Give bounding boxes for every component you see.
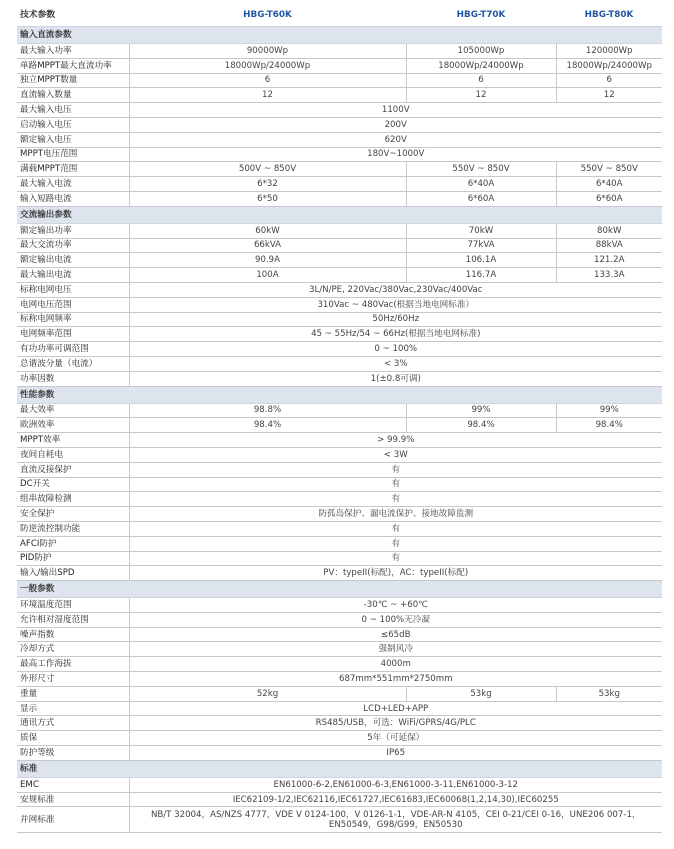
spec-value: 98.4% <box>556 418 662 433</box>
spec-label: 显示 <box>17 701 129 716</box>
model-name: HBG-T60K <box>243 10 292 20</box>
spec-label: 标称电网频率 <box>17 312 129 327</box>
model-name: HBG-T80K <box>584 10 634 20</box>
section-title: 交流输出参数 <box>17 206 662 223</box>
spec-row <box>17 521 662 536</box>
spec-value-merged: 3L/N/PE, 220Vac/380Vac,230Vac/400Vac <box>129 282 662 297</box>
model-name: HBG-T70K <box>456 10 506 20</box>
spec-value: 500V ~ 850V <box>129 162 406 177</box>
spec-label: 并网标准 <box>17 807 129 833</box>
header-row <box>17 4 662 27</box>
spec-label: 环境温度范围 <box>17 598 129 613</box>
spec-value-merged: ≤65dB <box>129 627 662 642</box>
spec-value: 6 <box>406 73 556 88</box>
spec-label: 有功功率可调范围 <box>17 342 129 357</box>
spec-label: 最高工作海拔 <box>17 657 129 672</box>
spec-value: 90.9A <box>129 253 406 268</box>
section-header-row <box>17 206 662 223</box>
spec-label: 额定输入电压 <box>17 132 129 147</box>
spec-row <box>17 418 662 433</box>
spec-label: MPPT效率 <box>17 433 129 448</box>
spec-row <box>17 777 662 792</box>
spec-value-merged: > 99.9% <box>129 433 662 448</box>
spec-value: 133.3A <box>556 268 662 283</box>
spec-value: 70kW <box>406 223 556 238</box>
section-title: 输入直流参数 <box>17 27 662 44</box>
spec-row <box>17 223 662 238</box>
spec-row <box>17 507 662 522</box>
spec-label: PID防护 <box>17 551 129 566</box>
spec-value-merged: RS485/USB，可选：WiFi/GPRS/4G/PLC <box>129 716 662 731</box>
spec-row <box>17 44 662 59</box>
spec-value: 550V ~ 850V <box>556 162 662 177</box>
spec-row <box>17 342 662 357</box>
spec-value-merged: 620V <box>129 132 662 147</box>
spec-value-merged: -30℃ ~ +60℃ <box>129 598 662 613</box>
spec-row <box>17 731 662 746</box>
spec-label: DC开关 <box>17 477 129 492</box>
spec-row <box>17 627 662 642</box>
spec-row <box>17 642 662 657</box>
spec-value-merged: 1100V <box>129 103 662 118</box>
spec-row <box>17 701 662 716</box>
spec-row <box>17 58 662 73</box>
spec-label: 功率因数 <box>17 371 129 386</box>
spec-row <box>17 403 662 418</box>
spec-row <box>17 807 662 833</box>
spec-row <box>17 73 662 88</box>
spec-value-merged: EN61000-6-2,EN61000-6-3,EN61000-3-11,EN61000-3-12 <box>129 777 662 792</box>
spec-value-merged: < 3W <box>129 447 662 462</box>
spec-label: 额定输出电流 <box>17 253 129 268</box>
spec-value: 18000Wp/24000Wp <box>556 58 662 73</box>
spec-value: 6*40A <box>406 177 556 192</box>
section-header-row <box>17 27 662 44</box>
spec-table <box>17 4 662 833</box>
spec-value-merged: 强制风冷 <box>129 642 662 657</box>
spec-value: 18000Wp/24000Wp <box>406 58 556 73</box>
spec-value-merged: 0 ~ 100% <box>129 342 662 357</box>
spec-value: 121.2A <box>556 253 662 268</box>
spec-label: 最大输入电流 <box>17 177 129 192</box>
spec-label: 允许相对湿度范围 <box>17 612 129 627</box>
spec-value: 53kg <box>406 686 556 701</box>
spec-row <box>17 356 662 371</box>
spec-label: 电网频率范围 <box>17 327 129 342</box>
spec-value-merged: 有 <box>129 462 662 477</box>
spec-value-merged: 有 <box>129 477 662 492</box>
spec-label: 标称电网电压 <box>17 282 129 297</box>
spec-value-merged: 1(±0.8可调) <box>129 371 662 386</box>
spec-value: 12 <box>129 88 406 103</box>
spec-row <box>17 566 662 581</box>
spec-label: 最大输出电流 <box>17 268 129 283</box>
spec-row <box>17 672 662 687</box>
spec-value: 18000Wp/24000Wp <box>129 58 406 73</box>
spec-value: 550V ~ 850V <box>406 162 556 177</box>
spec-label: 直流输入数量 <box>17 88 129 103</box>
spec-value: 6*60A <box>556 191 662 206</box>
spec-value: 53kg <box>556 686 662 701</box>
spec-value: 98.4% <box>406 418 556 433</box>
spec-label: 输入/输出SPD <box>17 566 129 581</box>
spec-value: 77kVA <box>406 238 556 253</box>
spec-value: 98.8% <box>129 403 406 418</box>
spec-value: 66kVA <box>129 238 406 253</box>
spec-row <box>17 792 662 807</box>
spec-value: 6*40A <box>556 177 662 192</box>
spec-row <box>17 282 662 297</box>
spec-value-merged: IP65 <box>129 746 662 761</box>
spec-row <box>17 88 662 103</box>
spec-row <box>17 162 662 177</box>
spec-label: 防护等级 <box>17 746 129 761</box>
spec-label: 最大输入功率 <box>17 44 129 59</box>
spec-label: 安全保护 <box>17 507 129 522</box>
spec-row <box>17 477 662 492</box>
spec-label: 单路MPPT最大直流功率 <box>17 58 129 73</box>
spec-label: 外形尺寸 <box>17 672 129 687</box>
spec-value-merged: LCD+LED+APP <box>129 701 662 716</box>
spec-value-merged: < 3% <box>129 356 662 371</box>
spec-label: MPPT电压范围 <box>17 147 129 162</box>
spec-row <box>17 492 662 507</box>
spec-value-merged: 有 <box>129 536 662 551</box>
spec-value-merged: IEC62109-1/2,IEC62116,IEC61727,IEC61683,IEC60068(1,2,14,30),IEC60255 <box>129 792 662 807</box>
spec-row <box>17 433 662 448</box>
spec-value: 116.7A <box>406 268 556 283</box>
spec-row <box>17 612 662 627</box>
spec-value: 12 <box>556 88 662 103</box>
spec-label: 通讯方式 <box>17 716 129 731</box>
spec-row <box>17 253 662 268</box>
spec-value-merged: 50Hz/60Hz <box>129 312 662 327</box>
spec-row <box>17 746 662 761</box>
spec-value-merged: 687mm*551mm*2750mm <box>129 672 662 687</box>
spec-row <box>17 686 662 701</box>
spec-row <box>17 536 662 551</box>
spec-value-merged: 有 <box>129 521 662 536</box>
spec-value-merged: 0 ~ 100%无冷凝 <box>129 612 662 627</box>
spec-label: EMC <box>17 777 129 792</box>
spec-value-merged: 防孤岛保护、漏电流保护、接地故障监测 <box>129 507 662 522</box>
spec-value-merged: 4000m <box>129 657 662 672</box>
spec-label: 最大交流功率 <box>17 238 129 253</box>
spec-value-merged: 有 <box>129 492 662 507</box>
spec-label: 额定输出功率 <box>17 223 129 238</box>
section-header-row <box>17 386 662 403</box>
spec-row <box>17 238 662 253</box>
spec-label: 输入短路电流 <box>17 191 129 206</box>
spec-value-merged: 180V~1000V <box>129 147 662 162</box>
spec-value-merged: PV：typeII(标配)，AC：typeII(标配) <box>129 566 662 581</box>
spec-row <box>17 327 662 342</box>
spec-label: 启动输入电压 <box>17 117 129 132</box>
spec-row <box>17 147 662 162</box>
spec-value: 60kW <box>129 223 406 238</box>
header-label: 技术参数 <box>20 10 56 20</box>
spec-label: 直流反接保护 <box>17 462 129 477</box>
spec-label: 独立MPPT数量 <box>17 73 129 88</box>
spec-row <box>17 297 662 312</box>
spec-label: AFCI防护 <box>17 536 129 551</box>
spec-row <box>17 268 662 283</box>
spec-value-merged: 有 <box>129 551 662 566</box>
section-header-row <box>17 760 662 777</box>
spec-value: 12 <box>406 88 556 103</box>
spec-value: 106.1A <box>406 253 556 268</box>
section-title: 标准 <box>17 760 662 777</box>
section-header-row <box>17 581 662 598</box>
spec-row <box>17 312 662 327</box>
spec-row <box>17 103 662 118</box>
spec-label: 最大输入电压 <box>17 103 129 118</box>
spec-value: 88kVA <box>556 238 662 253</box>
spec-value-merged: NB/T 32004，AS/NZS 4777，VDE V 0124-100，V 0126-1-1，VDE-AR-N 4105，CEI 0-21/CEI 0-16，UNE206 007-1，EN50549，G98/G99，EN50530 <box>129 807 662 833</box>
spec-row <box>17 191 662 206</box>
spec-label: 安规标准 <box>17 792 129 807</box>
spec-row <box>17 716 662 731</box>
spec-row <box>17 447 662 462</box>
spec-row <box>17 132 662 147</box>
spec-label: 组串故障检测 <box>17 492 129 507</box>
spec-value-merged: 45 ~ 55Hz/54 ~ 66Hz(根据当地电网标准) <box>129 327 662 342</box>
spec-value-merged: 310Vac ~ 480Vac(根据当地电网标准） <box>129 297 662 312</box>
spec-value: 90000Wp <box>129 44 406 59</box>
spec-value: 99% <box>556 403 662 418</box>
spec-value: 99% <box>406 403 556 418</box>
spec-label: 质保 <box>17 731 129 746</box>
spec-label: 噪声指数 <box>17 627 129 642</box>
spec-label: 重量 <box>17 686 129 701</box>
spec-row <box>17 177 662 192</box>
spec-label: 防逆流控制功能 <box>17 521 129 536</box>
spec-label: 满载MPPT范围 <box>17 162 129 177</box>
spec-label: 冷却方式 <box>17 642 129 657</box>
spec-row <box>17 117 662 132</box>
section-title: 一般参数 <box>17 581 662 598</box>
spec-row <box>17 598 662 613</box>
spec-row <box>17 462 662 477</box>
spec-value: 100A <box>129 268 406 283</box>
spec-value: 6 <box>556 73 662 88</box>
spec-label: 电网电压范围 <box>17 297 129 312</box>
spec-value-merged: 5年（可延保） <box>129 731 662 746</box>
spec-value: 6*50 <box>129 191 406 206</box>
spec-label: 欧洲效率 <box>17 418 129 433</box>
spec-label: 最大效率 <box>17 403 129 418</box>
spec-value-merged: 200V <box>129 117 662 132</box>
spec-value: 6*32 <box>129 177 406 192</box>
spec-value: 105000Wp <box>406 44 556 59</box>
spec-row <box>17 371 662 386</box>
spec-value: 6 <box>129 73 406 88</box>
spec-value: 6*60A <box>406 191 556 206</box>
spec-row <box>17 551 662 566</box>
spec-value: 80kW <box>556 223 662 238</box>
spec-value: 52kg <box>129 686 406 701</box>
section-title: 性能参数 <box>17 386 662 403</box>
spec-row <box>17 657 662 672</box>
spec-value: 120000Wp <box>556 44 662 59</box>
spec-label: 夜间自耗电 <box>17 447 129 462</box>
spec-value: 98.4% <box>129 418 406 433</box>
spec-label: 总谐波分量（电流） <box>17 356 129 371</box>
